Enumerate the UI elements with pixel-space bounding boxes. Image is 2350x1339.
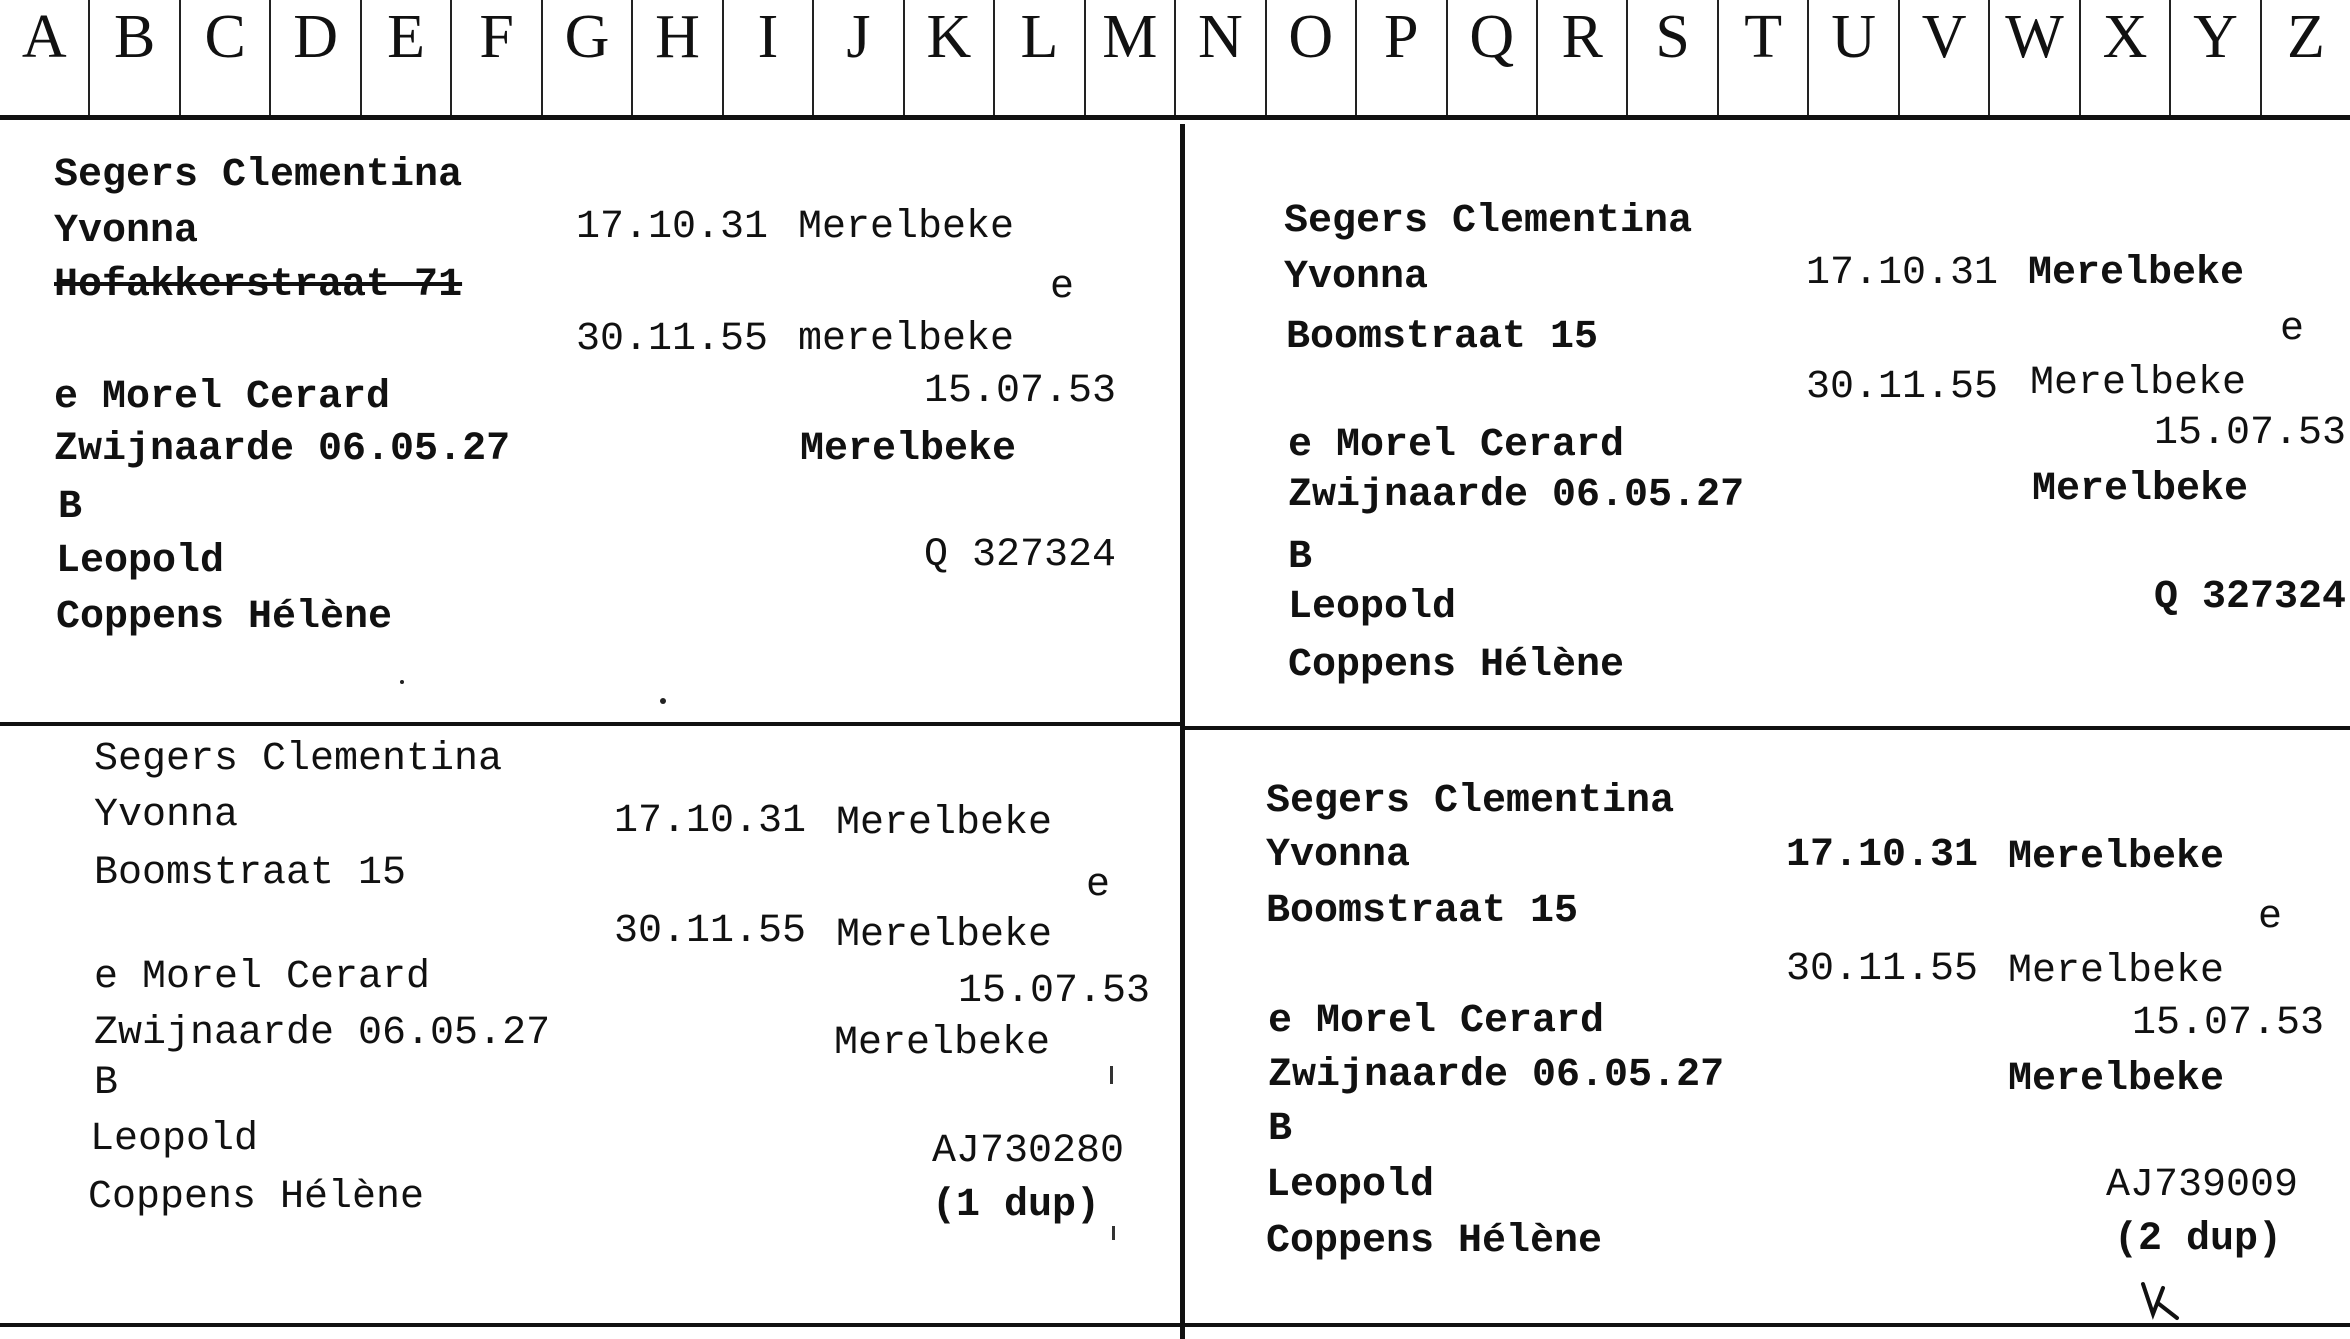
card-number: Q 327324	[2154, 575, 2347, 620]
card-address: Boomstraat 15	[94, 851, 407, 896]
card-b-marker: B	[94, 1061, 119, 1106]
card-birth-place: Merelbeke	[836, 801, 1053, 846]
card-mother: Coppens Hélène	[1288, 643, 1625, 688]
index-letter-i: I	[724, 0, 814, 115]
index-letter-x: X	[2081, 0, 2171, 115]
ink-speck	[660, 698, 666, 704]
card-mother: Coppens Hélène	[1266, 1219, 1603, 1264]
handwritten-check-mark	[2137, 1278, 2187, 1323]
card-registration-place: Merelbeke	[2008, 949, 2225, 994]
card-given-name: Yvonna	[1284, 255, 1429, 300]
card-mother: Coppens Hélène	[56, 595, 393, 640]
card-birth-place: Merelbeke	[798, 205, 1015, 250]
index-letter-y: Y	[2171, 0, 2261, 115]
card-registration-place: merelbeke	[798, 317, 1015, 362]
card-birth-place: Merelbeke	[2008, 835, 2225, 880]
index-letter-k: K	[905, 0, 995, 115]
card-mother: Coppens Hélène	[88, 1175, 425, 1220]
card-marriage-place: Merelbeke	[800, 427, 1017, 472]
card-marriage-date: 15.07.53	[958, 969, 1151, 1014]
card-duplicate-note: (1 dup)	[932, 1183, 1101, 1228]
record-card-4	[1185, 730, 2350, 1323]
card-e-marker: e	[2258, 895, 2283, 940]
card-number: AJ739009	[2106, 1163, 2299, 1208]
ink-speck	[1110, 1066, 1113, 1084]
index-letter-r: R	[1538, 0, 1628, 115]
card-marriage-date: 15.07.53	[924, 369, 1117, 414]
record-card-2	[1185, 124, 2350, 726]
card-father: Leopold	[1266, 1163, 1435, 1208]
index-letter-b: B	[90, 0, 180, 115]
card-given-name: Yvonna	[54, 209, 199, 254]
ink-speck	[400, 680, 404, 684]
card-registration-date: 30.11.55	[1786, 947, 1979, 992]
index-letter-g: G	[543, 0, 633, 115]
index-letter-a: A	[0, 0, 90, 115]
card-father: Leopold	[1288, 585, 1457, 630]
card-marriage-date: 15.07.53	[2132, 1001, 2325, 1046]
card-father: Leopold	[56, 539, 225, 584]
index-letter-d: D	[271, 0, 361, 115]
card-marriage-place: Merelbeke	[2008, 1057, 2225, 1102]
card-registration-date: 30.11.55	[576, 317, 769, 362]
card-registration-place: Merelbeke	[2030, 361, 2247, 406]
card-marriage-date: 15.07.53	[2154, 411, 2347, 456]
card-number: Q 327324	[924, 533, 1117, 578]
card-duplicate-note: (2 dup)	[2114, 1217, 2283, 1262]
index-letter-m: M	[1086, 0, 1176, 115]
index-letter-t: T	[1719, 0, 1809, 115]
card-b-marker: B	[1288, 535, 1313, 580]
card-birth-place: Merelbeke	[2028, 251, 2245, 296]
index-letter-q: Q	[1448, 0, 1538, 115]
card-birth-date: 17.10.31	[576, 205, 769, 250]
card-e-marker: e	[2280, 307, 2305, 352]
card-registration-date: 30.11.55	[1806, 365, 1999, 410]
card-spouse-birth: Zwijnaarde 06.05.27	[94, 1011, 551, 1056]
card-number: AJ730280	[932, 1129, 1125, 1174]
card-b-marker: B	[58, 485, 83, 530]
index-letter-j: J	[814, 0, 904, 115]
card-spouse-birth: Zwijnaarde 06.05.27	[1288, 473, 1745, 518]
index-letter-v: V	[1900, 0, 1990, 115]
card-spouse-birth: Zwijnaarde 06.05.27	[54, 427, 511, 472]
index-letter-c: C	[181, 0, 271, 115]
card-father: Leopold	[90, 1117, 259, 1162]
card-marriage-place: Merelbeke	[834, 1021, 1051, 1066]
ink-speck	[1112, 1226, 1115, 1240]
card-given-name: Yvonna	[1266, 833, 1411, 878]
card-name-line: Segers Clementina	[1284, 199, 1693, 244]
card-birth-date: 17.10.31	[614, 799, 807, 844]
card-spouse: e Morel Cerard	[54, 375, 391, 420]
card-spouse: e Morel Cerard	[1268, 999, 1605, 1044]
record-card-3	[0, 726, 1180, 1323]
record-card-1	[0, 124, 1180, 722]
card-e-marker: e	[1086, 863, 1111, 908]
card-address-struck: Hofakkerstraat 71	[54, 263, 463, 308]
index-letter-o: O	[1267, 0, 1357, 115]
card-marriage-place: Merelbeke	[2032, 467, 2249, 512]
card-b-marker: B	[1268, 1107, 1293, 1152]
index-letter-l: L	[995, 0, 1085, 115]
card-spouse: e Morel Cerard	[94, 955, 431, 1000]
card-address: Boomstraat 15	[1266, 889, 1579, 934]
card-given-name: Yvonna	[94, 793, 239, 838]
index-letter-s: S	[1628, 0, 1718, 115]
index-letter-f: F	[452, 0, 542, 115]
index-letter-n: N	[1176, 0, 1266, 115]
index-letter-w: W	[1990, 0, 2080, 115]
card-name-line: Segers Clementina	[54, 153, 463, 198]
index-letter-e: E	[362, 0, 452, 115]
bottom-card-divider	[0, 1323, 2350, 1327]
card-name-line: Segers Clementina	[94, 737, 503, 782]
alphabet-index-strip	[0, 0, 2350, 120]
card-address: Boomstraat 15	[1286, 315, 1599, 360]
card-e-marker: e	[1050, 265, 1075, 310]
card-birth-date: 17.10.31	[1806, 251, 1999, 296]
card-birth-date: 17.10.31	[1786, 833, 1979, 878]
card-registration-place: Merelbeke	[836, 913, 1053, 958]
card-spouse: e Morel Cerard	[1288, 423, 1625, 468]
index-letter-u: U	[1809, 0, 1899, 115]
index-letter-p: P	[1357, 0, 1447, 115]
card-registration-date: 30.11.55	[614, 909, 807, 954]
index-letter-z: Z	[2287, 3, 2325, 71]
card-spouse-birth: Zwijnaarde 06.05.27	[1268, 1053, 1725, 1098]
index-letter-h: H	[633, 0, 723, 115]
card-name-line: Segers Clementina	[1266, 779, 1675, 824]
